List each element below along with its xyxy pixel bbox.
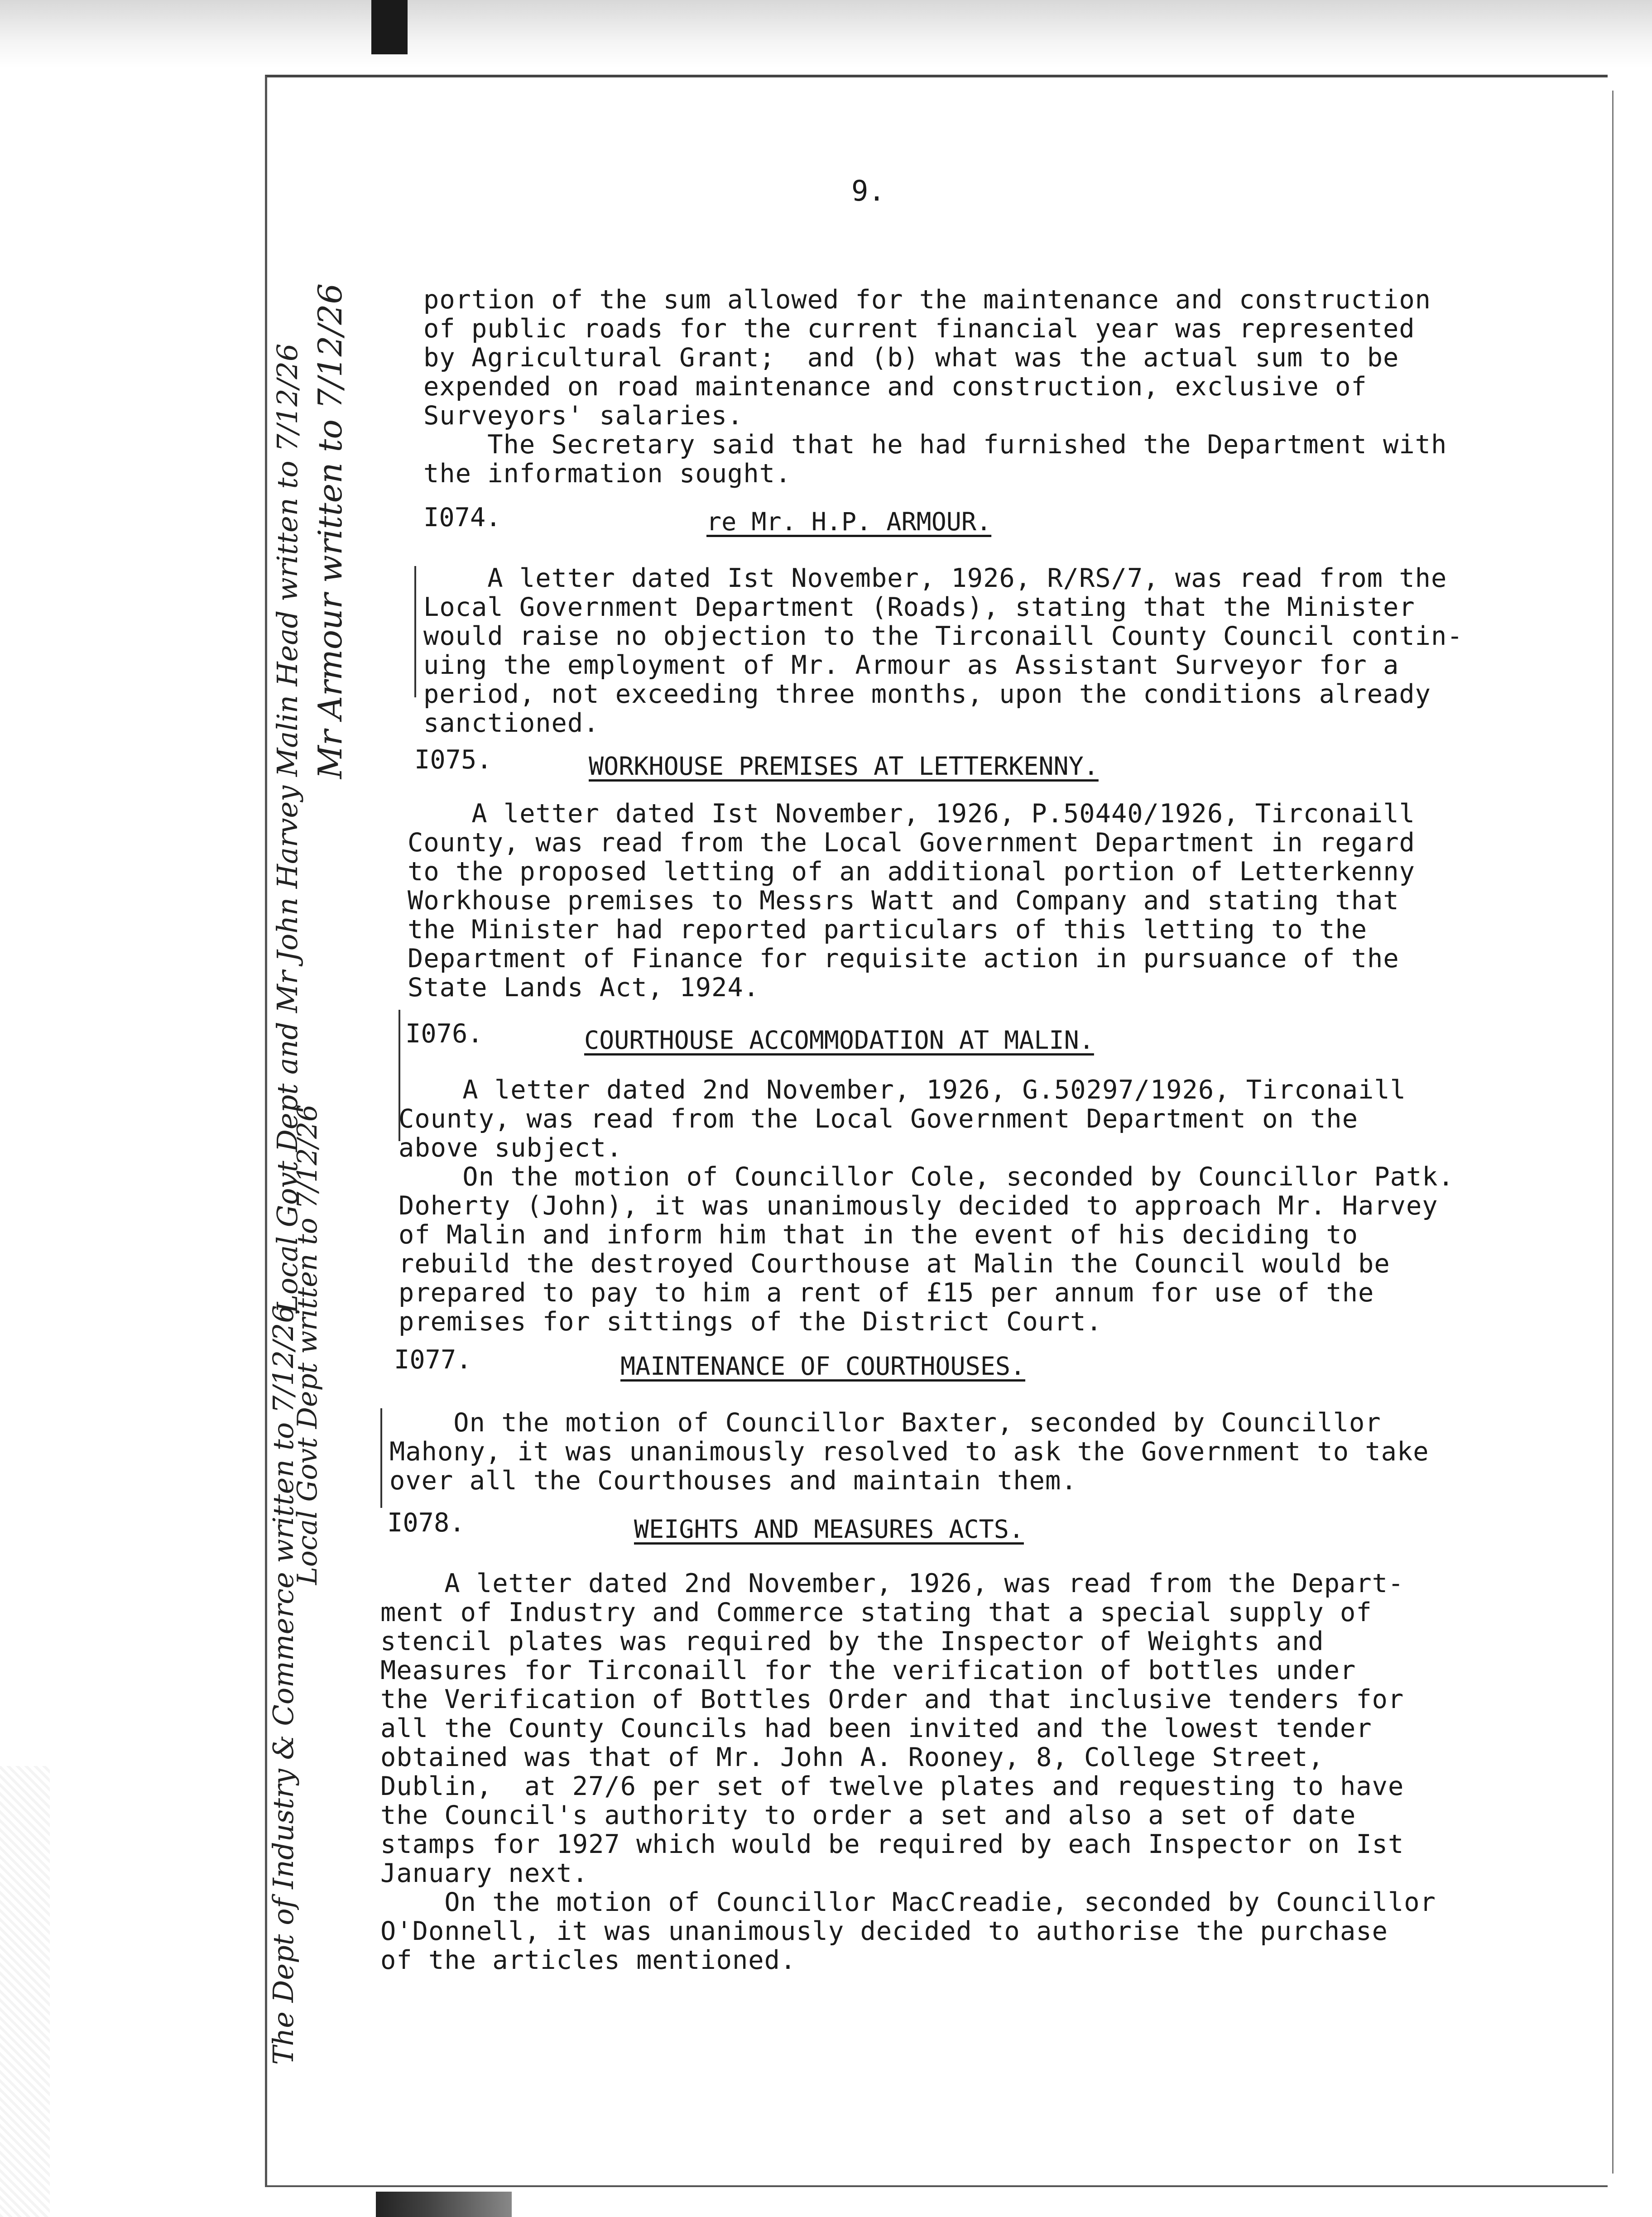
minute-heading: re Mr. H.P. ARMOUR. [706, 507, 992, 536]
text-line: On the motion of Councillor Baxter, seconded by Councillor [389, 1408, 1381, 1438]
minute-heading: WEIGHTS AND MEASURES ACTS. [634, 1515, 1024, 1544]
minute-heading: COURTHOUSE ACCOMMODATION AT MALIN. [584, 1026, 1094, 1055]
text-line: prepared to pay to him a rent of £15 per annum for use of the [399, 1278, 1374, 1308]
text-line: Workhouse premises to Messrs Watt and Company and stating that [408, 886, 1399, 916]
binding-edge-top [371, 0, 408, 54]
text-line: above subject. [399, 1133, 623, 1163]
text-line: Local Government Department (Roads), stating that the Minister [423, 592, 1415, 622]
text-line: January next. [380, 1858, 589, 1888]
text-line: County, was read from the Local Government Department on the [399, 1104, 1359, 1134]
margin-note-handwritten: The Dept of Industry & Commerce written to 7/12/26 [267, 1305, 300, 2065]
text-line: State Lands Act, 1924. [408, 973, 759, 1003]
text-line: Dublin, at 27/6 per set of twelve plates and requesting to have [380, 1771, 1404, 1801]
page-number: 9. [851, 174, 885, 207]
text-line: sanctioned. [423, 708, 600, 738]
text-line: the information sought. [423, 459, 792, 489]
margin-note-handwritten: Local Govt Dept and Mr John Harvey Malin Head written to 7/12/26 [271, 343, 304, 1313]
text-line: period, not exceeding three months, upon the conditions already [423, 679, 1431, 709]
text-line: would raise no objection to the Tirconaill County Council contin- [423, 621, 1463, 651]
text-line: the Council's authority to order a set and also a set of date [380, 1800, 1356, 1830]
text-line: expended on road maintenance and construction, exclusive of [423, 372, 1367, 402]
text-line: stamps for 1927 which would be required by each Inspector on Ist [380, 1829, 1404, 1859]
text-line: of Malin and inform him that in the event of his deciding to [399, 1220, 1359, 1250]
text-line: stencil plates was required by the Inspector of Weights and [380, 1627, 1324, 1656]
text-line: rebuild the destroyed Courthouse at Malin the Council would be [399, 1249, 1390, 1279]
text-line: On the motion of Councillor MacCreadie, seconded by Councillor [380, 1887, 1436, 1917]
text-line: ment of Industry and Commerce stating that a special supply of [380, 1598, 1372, 1627]
text-line: County, was read from the Local Government Department in regard [408, 828, 1415, 858]
text-line: the Minister had reported particulars of this letting to the [408, 915, 1368, 945]
text-line: Surveyors' salaries. [423, 401, 744, 431]
text-line: On the motion of Councillor Cole, seconded by Councillor Patk. [399, 1162, 1454, 1192]
text-line: premises for sittings of the District Court. [399, 1307, 1102, 1337]
margin-note-handwritten: Mr Armour written to 7/12/26 [311, 283, 349, 779]
text-line: portion of the sum allowed for the maintenance and construction [423, 285, 1431, 315]
text-line: all the County Councils had been invited and the lowest tender [380, 1713, 1372, 1743]
text-line: of the articles mentioned. [380, 1945, 797, 1975]
binding-edge-bottom [376, 2192, 512, 2217]
text-line: A letter dated 2nd November, 1926, G.50297/1926, Tirconaill [399, 1075, 1406, 1105]
minute-heading: WORKHOUSE PREMISES AT LETTERKENNY. [589, 752, 1099, 781]
margin-note-handwritten: Local Govt Dept written to 7/12/26 [292, 1104, 323, 1585]
text-line: obtained was that of Mr. John A. Rooney, 8, College Street, [380, 1742, 1324, 1772]
minute-number: I075. [414, 745, 492, 775]
text-line: The Secretary said that he had furnished the Department with [423, 430, 1447, 460]
scan-shadow-top [0, 0, 1652, 68]
scan-speckle [0, 1766, 50, 2217]
minute-number: I074. [423, 503, 501, 533]
text-line: uing the employment of Mr. Armour as Assistant Surveyor for a [423, 650, 1399, 680]
text-line: A letter dated Ist November, 1926, P.50440/1926, Tirconaill [408, 799, 1415, 829]
margin-bracket [414, 566, 416, 697]
text-line: by Agricultural Grant; and (b) what was the actual sum to be [423, 343, 1399, 373]
text-line: Department of Finance for requisite action in pursuance of the [408, 944, 1399, 974]
minute-number: I077. [394, 1345, 472, 1375]
text-line: the Verification of Bottles Order and that inclusive tenders for [380, 1684, 1404, 1714]
text-line: A letter dated Ist November, 1926, R/RS/7, was read from the [423, 563, 1447, 593]
minute-number: I078. [387, 1508, 465, 1538]
text-line: A letter dated 2nd November, 1926, was read from the Depart- [380, 1569, 1404, 1598]
page-right-edge [1612, 91, 1618, 2174]
text-line: Mahony, it was unanimously resolved to ask the Government to take [389, 1437, 1429, 1467]
minute-heading: MAINTENANCE OF COURTHOUSES. [620, 1352, 1026, 1381]
text-line: Doherty (John), it was unanimously decided to approach Mr. Harvey [399, 1191, 1438, 1221]
margin-bracket [380, 1408, 382, 1508]
text-line: Measures for Tirconaill for the verification of bottles under [380, 1656, 1356, 1685]
text-line: over all the Courthouses and maintain them. [389, 1466, 1077, 1496]
text-line: of public roads for the current financial year was represented [423, 314, 1415, 344]
text-line: to the proposed letting of an additional portion of Letterkenny [408, 857, 1415, 887]
minute-number: I076. [405, 1019, 483, 1049]
text-line: O'Donnell, it was unanimously decided to authorise the purchase [380, 1916, 1388, 1946]
